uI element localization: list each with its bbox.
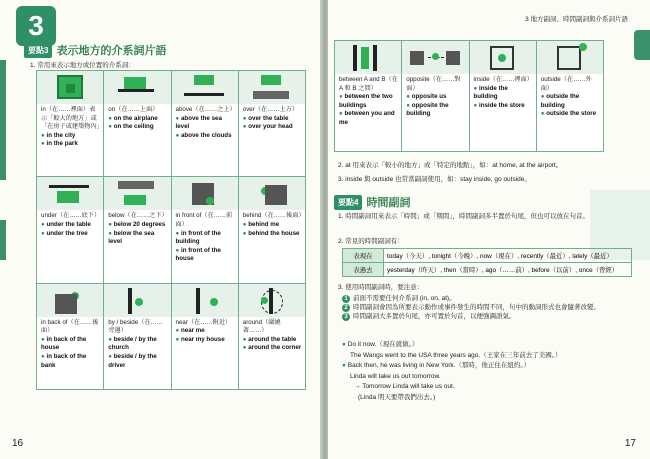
grid-cell-around: [239, 284, 305, 389]
point-2: 2. at 用來表示「較小的地方」或「特定的地點」，如：at home, at the airport。: [338, 162, 563, 169]
page-number: 17: [624, 438, 636, 449]
point-1: 1. 常用來表示地方或位置的介系詞：: [30, 62, 135, 69]
cell-text: between A and B（在 A 和 B 之間） ● between the two buildings ● between you and me: [339, 76, 398, 126]
in-illustration: [37, 71, 103, 104]
cell-text: on（在……上面） ● on the airplane ● on the ceiling: [108, 106, 159, 131]
chapter-tab: [634, 30, 650, 60]
preposition-grid: [36, 70, 306, 390]
inside-illustration: [470, 41, 536, 74]
section-title: 表示地方的介系詞片語: [56, 45, 167, 57]
grid-cell-under: [37, 177, 103, 282]
cell-text: over（在……上方） ● over the table ● over your head: [242, 106, 299, 131]
cell-text: behind（在……後面） ● behind me ● behind the house: [242, 212, 305, 237]
section-badge: 要點4: [334, 195, 362, 210]
grid-cell-opposite: [402, 41, 468, 151]
example-item: ● Back then, he was living in New York.（那時，他正住在紐約。）: [342, 362, 531, 369]
time-adverb-table: [342, 248, 632, 277]
page-edge-bar: [0, 60, 6, 180]
grid-cell-over: [239, 71, 305, 176]
time-point-2: 2. 常見的時間副詞有：: [338, 238, 404, 245]
cell-text: in（在……裡面）表示「較大的地方」或「在房子或建築物內」 ● in the city ● in the park: [41, 106, 103, 148]
in-front-of-illustration: [172, 177, 238, 210]
note-item: 2 時間副詞會因為所要表示動作或事件發生的時間不同，句中的動詞形式也會隨著改變。: [342, 303, 636, 312]
section-heading: [24, 42, 166, 58]
grid-cell-in: [37, 71, 103, 176]
preposition-grid-2: [334, 40, 604, 152]
example-item: ● Do it now.（現在就做。）: [342, 341, 419, 348]
below-illustration: [104, 177, 170, 210]
section-heading-2: [334, 194, 410, 210]
in-back-of-illustration: [37, 284, 103, 317]
between-illustration: [335, 41, 401, 74]
cell-text: in back of（在……後面） ● in back of the house ● in back of the bank: [41, 318, 99, 369]
note-item: 1 前面不需要任何介系詞 (in, on, at)。: [342, 294, 636, 303]
grid-cell-on: [104, 71, 170, 176]
example-item: The Wangs went to the USA three years ago.（王家在三年前去了美國。）: [350, 351, 562, 359]
cell-text: around（圍繞著……） ● around the table ● around the corner: [242, 318, 302, 352]
around-illustration: [239, 284, 305, 317]
grid-cell-near: [172, 284, 238, 389]
time-point-1: 1. 時間副詞用來表示「時間」或「期間」，時間副詞多半置於句尾，但也可以放在句首。: [338, 213, 589, 220]
table-value: today（今天）, tonight（今晚）, now（現在）, recently（最近）, lately（最近）: [384, 249, 632, 263]
example-item: → Tomorrow Linda will take us out.: [354, 383, 455, 390]
example-list: [342, 340, 636, 403]
left-page: [0, 0, 322, 459]
running-head: 3 地方副詞、時間副詞與介系詞片語: [525, 16, 628, 23]
grid-cell-outside: [537, 41, 603, 151]
example-item: Linda will take us out tomorrow.: [350, 372, 441, 380]
grid-cell-below: [104, 177, 170, 282]
under-illustration: [37, 177, 103, 210]
table-label: 表現在: [343, 249, 384, 263]
page-edge-bar: [0, 220, 6, 260]
section-title: 時間副詞: [366, 197, 411, 209]
grid-cell-above: [172, 71, 238, 176]
cell-text: in front of（在……前面） ● in front of the building ● in front of the house: [175, 212, 233, 263]
near-illustration: [172, 284, 238, 317]
grid-cell-between: [335, 41, 401, 151]
table-label: 表過去: [343, 263, 384, 277]
time-point-3: 3. 使用時間副詞時，要注意：: [338, 284, 424, 291]
cell-text: near（在……附近） ● near me ● near my house: [175, 318, 232, 343]
cell-text: under（在……底下） ● under the table ● under the tree: [41, 212, 101, 237]
page-number: 16: [12, 438, 24, 449]
above-illustration: [172, 71, 238, 104]
point-3: 3. inside 與 outside 也常當副詞使用，如：stay inside, go outside。: [338, 176, 531, 183]
cell-text: by / beside（在……旁邊） ● beside / by the church ● beside / by the driver: [108, 318, 163, 369]
opposite-illustration: [402, 41, 468, 74]
grid-cell-inside: [470, 41, 536, 151]
cell-text: below（在……之下） ● below 20 degrees ● below the sea level: [108, 212, 168, 246]
outside-illustration: [537, 41, 603, 74]
cell-text: above（在……之上） ● above the sea level ● above the clouds: [175, 106, 236, 139]
right-page: [328, 0, 650, 459]
beside-illustration: [104, 284, 170, 317]
grid-cell-in-front-of: [172, 177, 238, 282]
grid-cell-behind: [239, 177, 305, 282]
table-value: yesterday（昨天）, then（當時）, ago（……前）, before（以前）, once（曾經）: [384, 263, 632, 277]
chapter-number: 3: [16, 6, 56, 46]
over-illustration: [239, 71, 305, 104]
grid-cell-beside: [104, 284, 170, 389]
on-illustration: [104, 71, 170, 104]
cell-text: outside（在……外面） ● outside the building ● outside the store: [540, 76, 597, 118]
table-row: [343, 263, 632, 277]
usage-notes: [342, 294, 636, 321]
cell-text: inside（在……裡面） ● inside the building ● inside the store: [473, 76, 533, 109]
grid-cell-in-back-of: [37, 284, 103, 389]
behind-illustration: [239, 177, 305, 210]
example-item: (Linda 明天要帶我們出去。): [358, 393, 436, 401]
note-item: 3 時間副詞大多置於句尾，亦可置於句首，以便強調語氣。: [342, 312, 636, 321]
section-badge: 要點3: [24, 43, 52, 58]
cell-text: opposite（在……對面） ● opposite us ● opposite the building: [406, 76, 461, 118]
table-row: [343, 249, 632, 263]
